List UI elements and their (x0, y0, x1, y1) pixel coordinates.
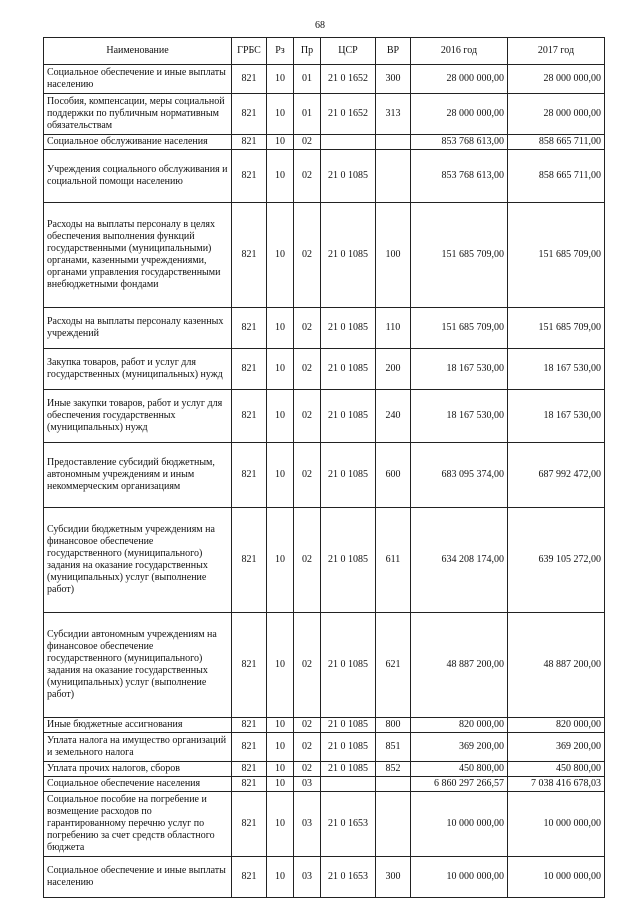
row-amount-2017: 28 000 000,00 (508, 65, 605, 94)
row-amount-2016: 18 167 530,00 (411, 390, 508, 443)
row-grbs: 821 (232, 65, 267, 94)
row-vr: 852 (376, 762, 411, 777)
row-amount-2016: 634 208 174,00 (411, 508, 508, 613)
row-name: Иные закупки товаров, работ и услуг для обеспечения государственных (муниципальных) нужд (44, 390, 232, 443)
row-grbs: 821 (232, 390, 267, 443)
row-grbs: 821 (232, 762, 267, 777)
row-csr: 21 0 1085 (321, 762, 376, 777)
row-amount-2017: 18 167 530,00 (508, 390, 605, 443)
row-vr: 851 (376, 733, 411, 762)
row-rz: 10 (267, 443, 294, 508)
table-row (44, 94, 605, 135)
row-csr: 21 0 1085 (321, 718, 376, 733)
table-row (44, 792, 605, 857)
row-name: Учреждения социального обслуживания и социальной помощи населению (44, 150, 232, 203)
row-amount-2017: 7 038 416 678,03 (508, 777, 605, 792)
row-rz: 10 (267, 308, 294, 349)
row-vr: 800 (376, 718, 411, 733)
table-row (44, 349, 605, 390)
table-row (44, 443, 605, 508)
row-pr: 01 (294, 94, 321, 135)
row-name: Уплата прочих налогов, сборов (44, 762, 232, 777)
table-row (44, 857, 605, 898)
row-grbs: 821 (232, 733, 267, 762)
row-csr: 21 0 1085 (321, 203, 376, 308)
table-row (44, 135, 605, 150)
row-amount-2016: 853 768 613,00 (411, 150, 508, 203)
row-amount-2016: 820 000,00 (411, 718, 508, 733)
row-pr: 02 (294, 150, 321, 203)
row-grbs: 821 (232, 857, 267, 898)
row-name: Расходы на выплаты персоналу казенных учреждений (44, 308, 232, 349)
row-rz: 10 (267, 65, 294, 94)
row-pr: 02 (294, 135, 321, 150)
row-vr: 300 (376, 65, 411, 94)
table-row (44, 733, 605, 762)
row-name: Расходы на выплаты персоналу в целях обеспечения выполнения функций государственными (муниципальными) органами, казенными учреждениями, органами управления государственными внебюджетными фондами (44, 203, 232, 308)
row-rz: 10 (267, 613, 294, 718)
row-amount-2017: 151 685 709,00 (508, 203, 605, 308)
row-amount-2017: 48 887 200,00 (508, 613, 605, 718)
page-number: 68 (315, 20, 325, 31)
table-row (44, 762, 605, 777)
row-grbs: 821 (232, 94, 267, 135)
header-name: Наименование (44, 38, 232, 65)
row-amount-2017: 10 000 000,00 (508, 792, 605, 857)
header-csr: ЦСР (321, 38, 376, 65)
row-grbs: 821 (232, 203, 267, 308)
row-pr: 02 (294, 308, 321, 349)
table-row (44, 65, 605, 94)
row-csr: 21 0 1653 (321, 792, 376, 857)
row-vr: 240 (376, 390, 411, 443)
row-vr: 611 (376, 508, 411, 613)
row-rz: 10 (267, 203, 294, 308)
row-grbs: 821 (232, 777, 267, 792)
row-grbs: 821 (232, 792, 267, 857)
row-amount-2017: 18 167 530,00 (508, 349, 605, 390)
row-amount-2016: 369 200,00 (411, 733, 508, 762)
row-grbs: 821 (232, 135, 267, 150)
table-row (44, 718, 605, 733)
row-name: Субсидии автономным учреждениям на финансовое обеспечение государственного (муниципального) задания на оказание государственных (муниципальных) услуг (выполнение работ) (44, 613, 232, 718)
row-amount-2017: 820 000,00 (508, 718, 605, 733)
row-pr: 02 (294, 349, 321, 390)
row-pr: 02 (294, 443, 321, 508)
row-csr: 21 0 1085 (321, 308, 376, 349)
row-csr: 21 0 1085 (321, 733, 376, 762)
row-csr: 21 0 1085 (321, 390, 376, 443)
row-amount-2017: 151 685 709,00 (508, 308, 605, 349)
table-body (44, 65, 605, 898)
row-csr: 21 0 1085 (321, 443, 376, 508)
row-grbs: 821 (232, 508, 267, 613)
row-grbs: 821 (232, 150, 267, 203)
row-grbs: 821 (232, 308, 267, 349)
row-csr: 21 0 1085 (321, 150, 376, 203)
row-amount-2016: 28 000 000,00 (411, 94, 508, 135)
row-amount-2016: 853 768 613,00 (411, 135, 508, 150)
row-vr: 621 (376, 613, 411, 718)
row-pr: 02 (294, 508, 321, 613)
row-csr: 21 0 1652 (321, 65, 376, 94)
row-rz: 10 (267, 135, 294, 150)
row-rz: 10 (267, 150, 294, 203)
row-name: Социальное обеспечение и иные выплаты населению (44, 65, 232, 94)
row-vr: 110 (376, 308, 411, 349)
row-vr: 300 (376, 857, 411, 898)
row-name: Социальное обеспечение населения (44, 777, 232, 792)
row-grbs: 821 (232, 613, 267, 718)
row-rz: 10 (267, 508, 294, 613)
row-vr: 313 (376, 94, 411, 135)
row-rz: 10 (267, 762, 294, 777)
row-amount-2016: 48 887 200,00 (411, 613, 508, 718)
row-amount-2016: 683 095 374,00 (411, 443, 508, 508)
header-pr: Пр (294, 38, 321, 65)
row-amount-2016: 10 000 000,00 (411, 792, 508, 857)
row-vr (376, 150, 411, 203)
header-vr: ВР (376, 38, 411, 65)
row-pr: 03 (294, 857, 321, 898)
row-name: Уплата налога на имущество организаций и земельного налога (44, 733, 232, 762)
row-amount-2017: 10 000 000,00 (508, 857, 605, 898)
row-vr: 600 (376, 443, 411, 508)
row-pr: 02 (294, 613, 321, 718)
row-name: Закупка товаров, работ и услуг для государственных (муниципальных) нужд (44, 349, 232, 390)
row-grbs: 821 (232, 443, 267, 508)
row-amount-2017: 450 800,00 (508, 762, 605, 777)
row-amount-2017: 369 200,00 (508, 733, 605, 762)
row-pr: 03 (294, 792, 321, 857)
row-csr: 21 0 1085 (321, 613, 376, 718)
row-csr: 21 0 1085 (321, 508, 376, 613)
row-rz: 10 (267, 718, 294, 733)
row-name: Социальное пособие на погребение и возмещение расходов по гарантированному перечню услуг по погребению за счет средств областного бюджета (44, 792, 232, 857)
row-pr: 01 (294, 65, 321, 94)
row-rz: 10 (267, 94, 294, 135)
budget-table (43, 37, 605, 898)
row-pr: 02 (294, 762, 321, 777)
row-pr: 02 (294, 718, 321, 733)
row-vr (376, 135, 411, 150)
row-amount-2016: 151 685 709,00 (411, 308, 508, 349)
row-name: Социальное обслуживание населения (44, 135, 232, 150)
row-amount-2016: 10 000 000,00 (411, 857, 508, 898)
header-2016: 2016 год (411, 38, 508, 65)
table-row (44, 613, 605, 718)
row-vr (376, 792, 411, 857)
row-rz: 10 (267, 792, 294, 857)
row-csr: 21 0 1653 (321, 857, 376, 898)
table-row (44, 390, 605, 443)
table-row (44, 203, 605, 308)
row-amount-2016: 6 860 297 266,57 (411, 777, 508, 792)
row-name: Субсидии бюджетным учреждениям на финансовое обеспечение государственного (муниципального) задания на оказание государственных (муниципальных) услуг (выполнение работ) (44, 508, 232, 613)
row-rz: 10 (267, 390, 294, 443)
header-rz: Рз (267, 38, 294, 65)
row-pr: 03 (294, 777, 321, 792)
table-row (44, 150, 605, 203)
row-amount-2017: 858 665 711,00 (508, 150, 605, 203)
row-amount-2017: 858 665 711,00 (508, 135, 605, 150)
row-vr (376, 777, 411, 792)
row-rz: 10 (267, 777, 294, 792)
row-rz: 10 (267, 857, 294, 898)
table-row (44, 508, 605, 613)
row-name: Социальное обеспечение и иные выплаты населению (44, 857, 232, 898)
header-row (44, 38, 605, 65)
row-grbs: 821 (232, 718, 267, 733)
table-row (44, 308, 605, 349)
table-row (44, 777, 605, 792)
row-name: Предоставление субсидий бюджетным, автономным учреждениям и иным некоммерческим организациям (44, 443, 232, 508)
row-rz: 10 (267, 733, 294, 762)
row-pr: 02 (294, 203, 321, 308)
row-name: Пособия, компенсации, меры социальной поддержки по публичным нормативным обязательствам (44, 94, 232, 135)
row-amount-2017: 28 000 000,00 (508, 94, 605, 135)
header-2017: 2017 год (508, 38, 605, 65)
row-amount-2016: 450 800,00 (411, 762, 508, 777)
row-csr (321, 777, 376, 792)
row-csr: 21 0 1652 (321, 94, 376, 135)
row-amount-2016: 28 000 000,00 (411, 65, 508, 94)
row-amount-2017: 639 105 272,00 (508, 508, 605, 613)
row-csr (321, 135, 376, 150)
row-name: Иные бюджетные ассигнования (44, 718, 232, 733)
row-grbs: 821 (232, 349, 267, 390)
row-vr: 200 (376, 349, 411, 390)
header-grbs: ГРБС (232, 38, 267, 65)
row-pr: 02 (294, 390, 321, 443)
row-csr: 21 0 1085 (321, 349, 376, 390)
row-rz: 10 (267, 349, 294, 390)
row-vr: 100 (376, 203, 411, 308)
row-pr: 02 (294, 733, 321, 762)
row-amount-2016: 151 685 709,00 (411, 203, 508, 308)
row-amount-2017: 687 992 472,00 (508, 443, 605, 508)
row-amount-2016: 18 167 530,00 (411, 349, 508, 390)
